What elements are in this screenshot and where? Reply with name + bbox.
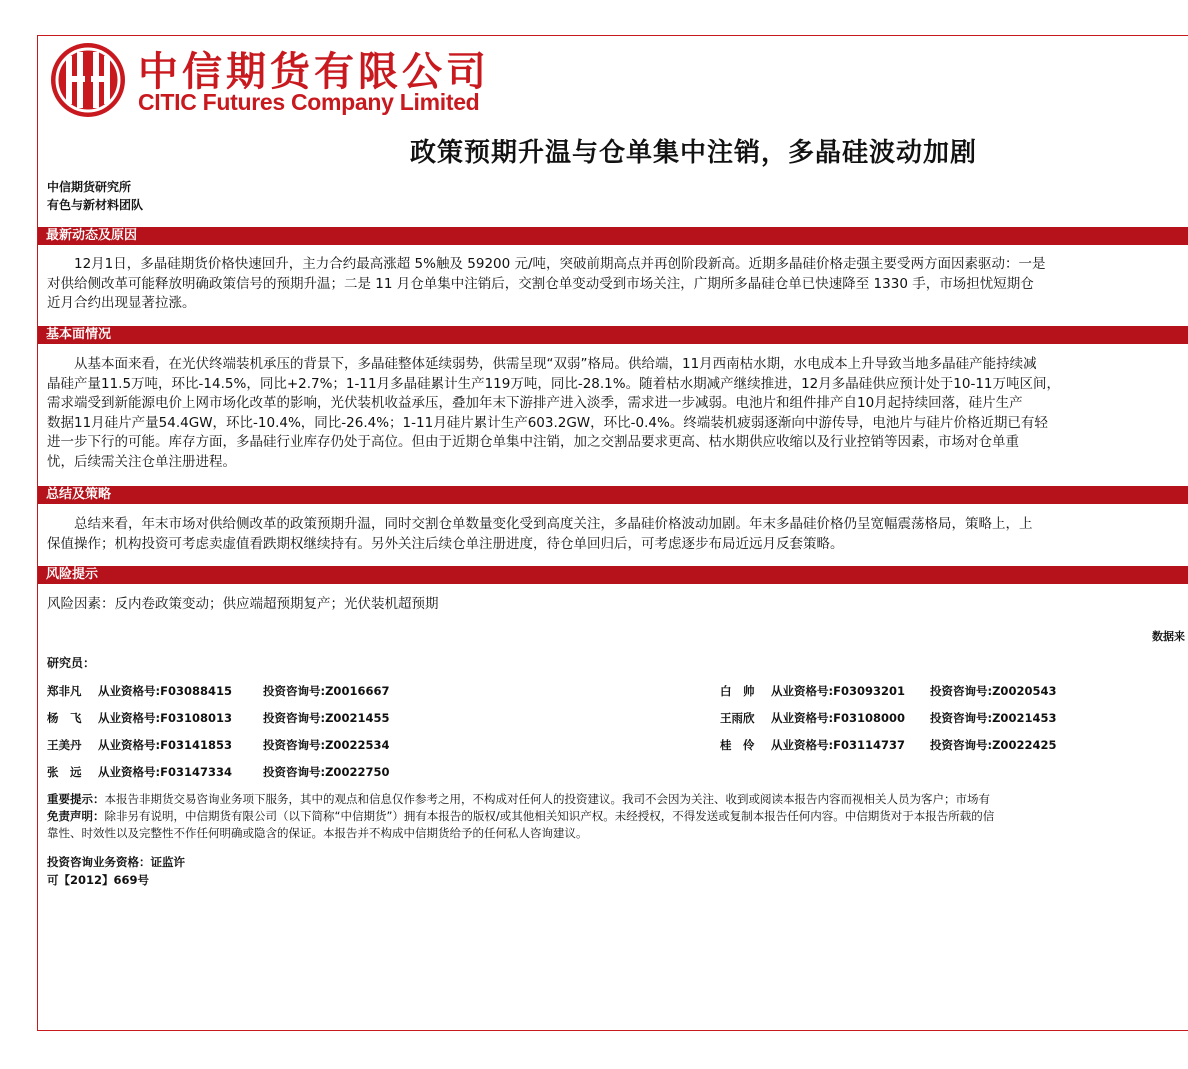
company-name-en: CITIC Futures Company Limited (138, 89, 480, 115)
text-line: 总结来看，年末市场对供给侧改革的政策预期升温，同时交割仓单数量变化受到高度关注，多晶硅价格波动加剧。年末多晶硅价格仍呈宽幅震荡格局，策略上，上 (47, 516, 1033, 532)
report-title: 政策预期升温与仓单集中注销，多晶硅波动加剧 (410, 138, 978, 168)
section-heading-risk: 风险提示 (38, 566, 1188, 584)
researcher-name: 白 帅 (720, 684, 755, 698)
license-line-1: 投资咨询业务资格：证监许 (47, 855, 185, 869)
researcher-name: 杨 飞 (47, 711, 82, 725)
citic-logo-icon (46, 40, 130, 120)
section-heading-summary: 总结及策略 (38, 486, 1188, 504)
text-line: 从基本面来看，在光伏终端装机承压的背景下，多晶硅整体延续弱势，供需呈现“双弱”格局。供给端，11月西南枯水期，水电成本上升导致当地多晶硅产能持续减 (47, 356, 1037, 372)
researchers-label: 研究员： (47, 656, 96, 670)
text-line: 对供给侧改革可能释放明确政策信号的预期升温；二是 11 月仓单集中注销后，交割仓单变动受到市场关注，广期所多晶硅仓单已快速降至 1330 手，市场担忧短期仓 (47, 275, 1034, 292)
researcher-name: 桂 伶 (720, 738, 755, 752)
text-line: 数据11月硅片产量54.4GW，环比-10.4%，同比-26.4%；1-11月硅片累计生产603.2GW，环比-0.4%。终端装机疲弱逐渐向中游传导，电池片与硅片价格近期已有轻 (47, 414, 1048, 431)
researcher-qualification: 从业资格号:F03108013 (98, 711, 232, 725)
researcher-qualification: 从业资格号:F03088415 (98, 684, 232, 698)
researcher-qualification: 从业资格号:F03147334 (98, 765, 232, 779)
section-body-risk (47, 595, 1188, 615)
section-heading-latest: 最新动态及原因 (38, 227, 1188, 245)
important-notice-text: 本报告非期货交易咨询业务项下服务，其中的观点和信息仅作参考之用，不构成对任何人的投资建议。我司不会因为关注、收到或阅读本报告内容而视相关人员为客户；市场有 (104, 792, 990, 806)
researcher-consult-id: 投资咨询号:Z0022425 (930, 738, 1057, 752)
researcher-consult-id: 投资咨询号:Z0022534 (263, 738, 390, 752)
researcher-name: 王雨欣 (720, 711, 755, 725)
disclaimer-line-3: 靠性、时效性以及完整性不作任何明确或隐含的保证。本报告并不构成中信期货给予的任何私人咨询建议。 (47, 826, 588, 840)
researcher-qualification: 从业资格号:F03108000 (771, 711, 905, 725)
researcher-name: 张 远 (47, 765, 82, 779)
text-line: 晶硅产量11.5万吨，环比-14.5%，同比+2.7%；1-11月多晶硅累计生产119万吨，同比-28.1%。随着枯水期减产继续推进，12月多晶硅供应预计处于10-11万吨区间， (47, 375, 1060, 392)
important-notice (47, 791, 1188, 808)
researcher-name: 郑非凡 (47, 684, 82, 698)
section-body-fundamentals (47, 355, 1188, 472)
researcher-consult-id: 投资咨询号:Z0020543 (930, 684, 1057, 698)
disclaimer-text: 除非另有说明，中信期货有限公司（以下简称“中信期货”）拥有本报告的版权/或其他相关知识产权。未经授权，不得发送或复制本报告任何内容。中信期货对于本报告所载的信 (104, 809, 995, 823)
license-line-2: 可【2012】669号 (47, 873, 150, 887)
data-source-label: 数据来 (1152, 630, 1185, 643)
text-line: 进一步下行的可能。库存方面，多晶硅行业库存仍处于高位。但由于近期仓单集中注销，加之交割品要求更高、枯水期供应收缩以及行业控销等因素，市场对仓单重 (47, 434, 1019, 450)
researcher-consult-id: 投资咨询号:Z0021453 (930, 711, 1057, 725)
disclaimer-statement (47, 808, 1188, 825)
researcher-qualification: 从业资格号:F03114737 (771, 738, 905, 752)
researcher-qualification: 从业资格号:F03093201 (771, 684, 905, 698)
text-line: 风险因素：反内卷政策变动；供应端超预期复产；光伏装机超预期 (47, 596, 439, 612)
text-line: 保值操作；机构投资可考虑卖虚值看跌期权继续持有。另外关注后续仓单注册进度，待仓单回归后，可考虑逐步布局近远月反套策略。 (47, 535, 844, 552)
section-body-summary (47, 515, 1188, 554)
company-name-cn: 中信期货有限公司 (138, 48, 490, 95)
researcher-consult-id: 投资咨询号:Z0016667 (263, 684, 390, 698)
text-line: 需求端受到新能源电价上网市场化改革的影响，光伏装机收益承压，叠加年末下游排产进入淡季，需求进一步减弱。电池片和组件排产自10月起持续回落，硅片生产 (47, 395, 1023, 411)
text-line: 忧，后续需关注仓单注册进程。 (47, 453, 236, 470)
researcher-consult-id: 投资咨询号:Z0022750 (263, 765, 390, 779)
researcher-qualification: 从业资格号:F03141853 (98, 738, 232, 752)
important-notice-label: 重要提示： (47, 792, 105, 806)
research-team: 有色与新材料团队 (47, 198, 144, 212)
text-line: 近月合约出现显著拉涨。 (47, 295, 196, 311)
section-heading-fundamentals: 基本面情况 (38, 326, 1188, 344)
researcher-consult-id: 投资咨询号:Z0021455 (263, 711, 390, 725)
researcher-name: 王美丹 (47, 738, 82, 752)
section-body-latest (47, 255, 1188, 314)
text-line: 12月1日，多晶硅期货价格快速回升，主力合约最高涨超 5%触及 59200 元/吨，突破前期高点并再创阶段新高。近期多晶硅价格走强主要受两方面因素驱动：一是 (47, 256, 1046, 272)
research-institute: 中信期货研究所 (47, 180, 132, 194)
disclaimer-label: 免责声明： (47, 809, 105, 823)
